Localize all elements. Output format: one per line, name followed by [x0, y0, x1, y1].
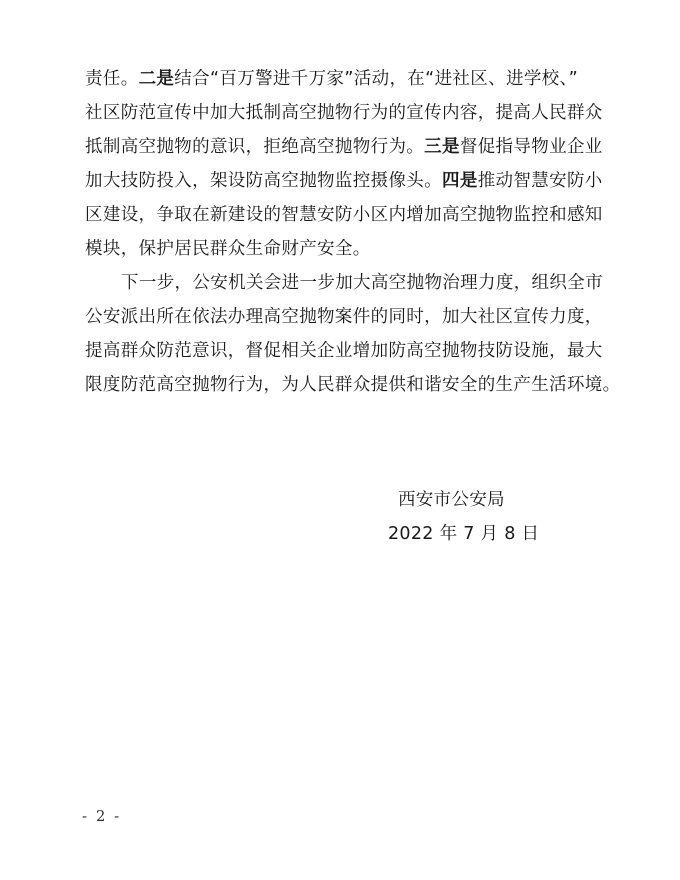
bold-marker-four: 四是 — [442, 171, 478, 191]
signature-date: 2022 年 7 月 8 日 — [388, 524, 540, 544]
bold-marker-three: 三是 — [424, 137, 460, 157]
paragraph2-line4: 限度防范高空抛物行为，为人民群众提供和谐安全的生产生活环境。 — [85, 375, 621, 395]
paragraph1-line6: 模块，保护居民群众生命财产安全。 — [85, 239, 371, 259]
text-segment: 责任。 — [85, 69, 139, 89]
text-segment: 督促指导物业企业 — [459, 137, 603, 157]
paragraph1-line4 — [85, 170, 603, 192]
text-segment: 结合“百万警进千万家”活动，在“进社区、进学校、” — [174, 69, 579, 89]
paragraph2-line3: 提高群众防范意识，督促相关企业增加防高空抛物技防设施，最大 — [85, 341, 603, 361]
bold-marker-two: 二是 — [138, 69, 175, 89]
text-segment: 抵制高空抛物的意识，拒绝高空抛物行为。 — [85, 137, 425, 157]
paragraph2-line1: 下一步，公安机关会进一步加大高空抛物治理力度，组织全市 — [121, 273, 603, 293]
paragraph1-line3 — [85, 136, 603, 158]
paragraph2-line2: 公安派出所在依法办理高空抛物案件的同时，加大社区宣传力度， — [85, 307, 603, 327]
text-segment: 推动智慧安防小 — [477, 171, 603, 191]
paragraph1-line1 — [85, 68, 578, 90]
paragraph1-line5: 区建设，争取在新建设的智慧安防小区内增加高空抛物监控和感知 — [85, 205, 603, 225]
signature-organization: 西安市公安局 — [398, 490, 505, 510]
paragraph1-line2: 社区防范宣传中加大抵制高空抛物行为的宣传内容，提高人民群众 — [85, 103, 603, 123]
page-number: - 2 - — [82, 807, 122, 825]
text-segment: 加大技防投入，架设防高空抛物监控摄像头。 — [85, 171, 442, 191]
